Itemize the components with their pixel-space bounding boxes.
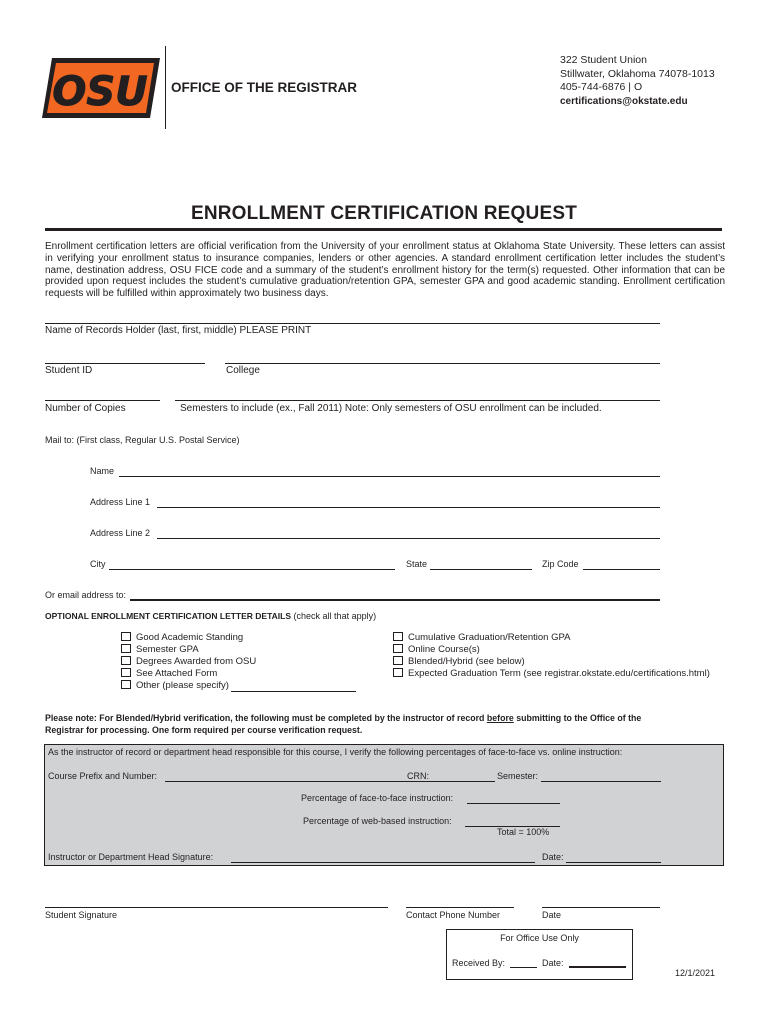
option-good-academic-standing[interactable]	[121, 632, 256, 644]
instructor-verification-box	[44, 744, 724, 866]
intro-paragraph: Enrollment certification letters are official verification from the University of your enrollment status at Oklahoma State University. These letters can assist in verifying your enrollment status to insurance companies, lenders or other agencies. A standard enrollment certification letter includes the student’s name, destination address, OSU FICE code and a summary of the student’s enrollment history for the term(s) requested. Other information that can be provided upon request includes the student’s cumulative graduation/retention GPA, semester GPA and good academic standing. Enrollment certification requests will be fulfilled within approximately two business days.	[45, 241, 725, 300]
option-other[interactable]	[121, 680, 256, 692]
phone-number: 405-744-6876 | O	[560, 81, 643, 93]
option-semester-gpa[interactable]	[121, 644, 256, 656]
office-use-box	[446, 929, 633, 980]
copies-field[interactable]	[45, 400, 160, 401]
note-text-2: submitting to the Office of the	[516, 713, 642, 723]
note-line-2: Registrar for processing. One form required per course verification request.	[45, 725, 363, 735]
other-specify-field[interactable]	[231, 691, 356, 692]
option-online-courses[interactable]	[393, 644, 710, 656]
options-left	[121, 632, 256, 692]
total-label: Total = 100%	[497, 827, 550, 837]
checkbox[interactable]	[121, 656, 131, 665]
semester-field[interactable]	[541, 781, 661, 782]
college-field[interactable]	[225, 363, 660, 364]
student-signature-field[interactable]	[45, 907, 388, 908]
header-divider	[165, 46, 166, 129]
logo-text: OSU	[52, 69, 148, 115]
name-label: Name	[90, 466, 115, 476]
optional-heading-bold: OPTIONAL ENROLLMENT CERTIFICATION LETTER DETAILS	[45, 611, 292, 621]
semester-label: Semester:	[497, 771, 539, 781]
semesters-field[interactable]	[175, 400, 660, 401]
form-revision-date: 12/1/2021	[675, 968, 716, 978]
option-cumulative-gpa[interactable]	[393, 632, 710, 644]
option-label: See Attached Form	[136, 668, 218, 679]
option-label: Good Academic Standing	[136, 632, 244, 643]
contact-block	[560, 54, 715, 108]
option-label: Expected Graduation Term (see registrar.okstate.edu/certifications.html)	[408, 668, 710, 679]
instructor-signature-label: Instructor or Department Head Signature:	[48, 852, 214, 862]
college-label: College	[226, 365, 260, 376]
contact-phone-field[interactable]	[406, 907, 514, 908]
instructor-signature-field[interactable]	[231, 862, 535, 863]
crn-label: CRN:	[407, 771, 429, 781]
hybrid-note	[45, 712, 725, 736]
mail-to-label: Mail to: (First class, Regular U.S. Postal Service)	[45, 435, 240, 445]
option-degrees-awarded[interactable]	[121, 656, 256, 668]
name-field[interactable]	[119, 476, 660, 477]
checkbox[interactable]	[393, 668, 403, 677]
address-line-1-label: Address Line 1	[90, 497, 151, 507]
option-label: Online Course(s)	[408, 644, 480, 655]
student-date-label: Date	[542, 910, 562, 920]
option-blended-hybrid[interactable]	[393, 656, 710, 668]
city-label: City	[90, 559, 106, 569]
option-label: Blended/Hybrid (see below)	[408, 656, 525, 667]
checkbox[interactable]	[121, 644, 131, 653]
received-by-label: Received By:	[452, 958, 506, 968]
address-line-2-field[interactable]	[157, 538, 660, 539]
student-signature-label: Student Signature	[45, 910, 118, 920]
email-label: Or email address to:	[45, 590, 127, 600]
city-field[interactable]	[109, 569, 395, 570]
student-id-field[interactable]	[45, 363, 205, 364]
checkbox[interactable]	[393, 632, 403, 641]
option-expected-graduation[interactable]	[393, 668, 710, 680]
instructor-date-label: Date:	[542, 852, 564, 862]
title-rule	[45, 228, 722, 231]
crn-field[interactable]	[428, 781, 495, 782]
address-line-2-label: Address Line 2	[90, 528, 151, 538]
option-label: Other (please specify)	[136, 680, 229, 691]
note-underlined: before	[486, 713, 514, 723]
option-label: Degrees Awarded from OSU	[136, 656, 257, 667]
contact-phone-label: Contact Phone Number	[406, 910, 501, 920]
instructor-date-field[interactable]	[566, 862, 661, 863]
optional-heading	[45, 611, 376, 621]
option-label: Semester GPA	[136, 644, 199, 655]
address-line-2: Stillwater, Oklahoma 74078-1013	[560, 67, 715, 80]
course-prefix-field[interactable]	[165, 781, 450, 782]
checkbox[interactable]	[121, 632, 131, 641]
zip-field[interactable]	[583, 569, 660, 570]
instructor-intro: As the instructor of record or department head responsible for this course, I verify the following percentages of face-to-face vs. online instruction:	[48, 747, 623, 757]
copies-label: Number of Copies	[45, 403, 126, 414]
received-by-field[interactable]	[510, 967, 537, 968]
student-date-field[interactable]	[542, 907, 660, 908]
option-see-attached-form[interactable]	[121, 668, 256, 680]
office-use-title: For Office Use Only	[500, 933, 579, 943]
checkbox[interactable]	[121, 668, 131, 677]
optional-heading-note: (check all that apply)	[293, 611, 377, 621]
checkbox[interactable]	[393, 644, 403, 653]
email-field[interactable]	[130, 599, 660, 601]
option-label: Cumulative Graduation/Retention GPA	[408, 632, 571, 643]
email-link[interactable]: certifications@okstate.edu	[560, 95, 688, 107]
note-text: Please note: For Blended/Hybrid verification, the following must be completed by the instructor of record	[45, 713, 485, 723]
osu-logo	[42, 54, 162, 122]
semesters-label: Semesters to include (ex., Fall 2011) Note: Only semesters of OSU enrollment can be included.	[180, 403, 602, 414]
state-label: State	[406, 559, 428, 569]
state-field[interactable]	[430, 569, 532, 570]
office-date-field[interactable]	[569, 966, 626, 968]
records-holder-label: Name of Records Holder (last, first, middle) PLEASE PRINT	[45, 325, 312, 336]
checkbox[interactable]	[121, 680, 131, 689]
zip-label: Zip Code	[542, 559, 579, 569]
office-name: OFFICE OF THE REGISTRAR	[171, 80, 358, 95]
options-right	[393, 632, 710, 680]
web-based-label: Percentage of web-based instruction:	[303, 816, 452, 826]
student-id-label: Student ID	[45, 365, 93, 376]
address-line-1-field[interactable]	[157, 507, 660, 508]
page-title: ENROLLMENT CERTIFICATION REQUEST	[190, 203, 578, 224]
office-date-label: Date:	[542, 958, 564, 968]
course-prefix-label: Course Prefix and Number:	[48, 771, 158, 781]
face-to-face-label: Percentage of face-to-face instruction:	[301, 793, 454, 803]
address-line-1: 322 Student Union	[560, 54, 647, 66]
records-holder-field[interactable]	[45, 323, 660, 324]
face-to-face-field[interactable]	[467, 803, 560, 804]
checkbox[interactable]	[393, 656, 403, 665]
